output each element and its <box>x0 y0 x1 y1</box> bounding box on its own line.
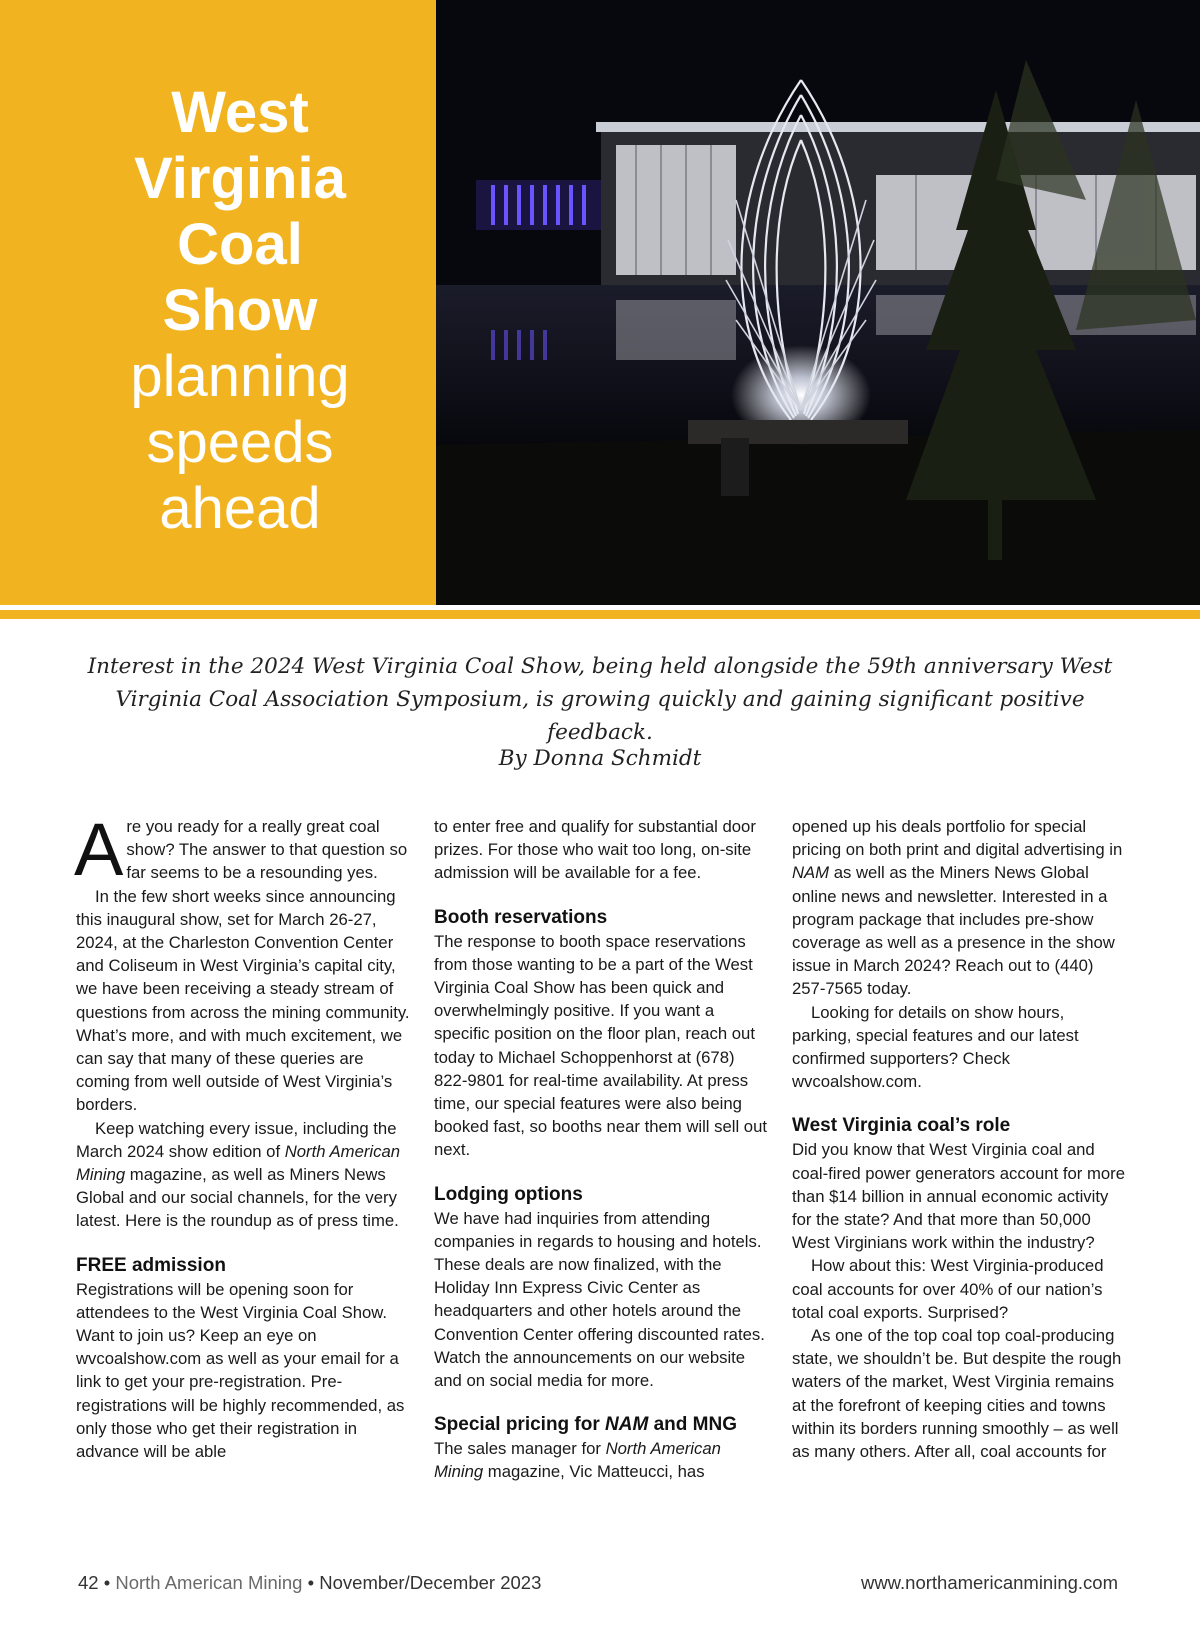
paragraph: How about this: West Virginia-produced coal accounts for over 40% of our nation’s total coal exports. Surprised? <box>792 1256 1104 1322</box>
section-heading-lodging: Lodging options <box>434 1183 583 1205</box>
text-run: NAM <box>792 863 830 883</box>
paragraph: Did you know that West Virginia coal and coal-fired power generators account for more than $14 billion in annual economic activity for the state? And that more than 50,000 West Virginians work within the industry? <box>792 1140 1125 1253</box>
text-run: NAM <box>605 1414 649 1436</box>
section-heading-coal-role: West Virginia coal’s role <box>792 1115 1011 1137</box>
section-heading-special-pricing <box>434 1413 769 1437</box>
paragraph: In the few short weeks since announcing this inaugural show, set for March 26-27, 2024, at the Charleston Convention Center and Coliseum in West Virginia’s capital city, we have been receiving a steady stream of questions from across the mining community. What’s more, and with much excitement, we can say that many of these queries are coming from well outside of West Virginia’s borders. <box>76 886 410 1115</box>
section-heading-booth: Booth reservations <box>434 906 608 928</box>
title-line: Show <box>162 278 318 343</box>
paragraph: We have had inquiries from attending companies in regards to housing and hotels. These deals are now finalized, with the Holiday Inn Express Civic Center as headquarters and other hotels around the Convention Center offering discounted rates. Watch the announcements on our website and on social media for more. <box>434 1208 765 1391</box>
article-column-3 <box>792 815 1127 1463</box>
article-column-1 <box>74 808 411 1463</box>
intro-text: re you ready for a really great coal show? The answer to that question so far seems to be a resounding yes. <box>126 817 408 883</box>
page-number: 42 <box>78 1572 99 1593</box>
title-line: planning <box>130 344 350 409</box>
byline: By Donna Schmidt <box>498 746 702 771</box>
footer-separator: • <box>307 1572 315 1593</box>
page-footer <box>78 1572 541 1594</box>
text-run: as well as the Miners News Global online news and newsletter. Interested in a program package that includes pre-show coverage as well as a presence in the show issue in March 2024? Reach out to (440) 257-7565 today. <box>792 863 1115 999</box>
text-run: Keep watching every issue, including the March 2024 show edition of <box>76 1118 397 1161</box>
issue-date: November/December 2023 <box>319 1572 542 1593</box>
title-panel <box>0 0 436 605</box>
text-run: magazine, as well as Miners News Global and our social channels, for the very latest. Here is the roundup as of press time. <box>76 1165 399 1231</box>
hero-photo <box>436 0 1200 605</box>
night-sculpture-image <box>436 0 1200 605</box>
paragraph <box>792 815 1127 1001</box>
drop-cap: A <box>74 808 124 891</box>
article-column-2 <box>434 815 769 1484</box>
paragraph: Registrations will be opening soon for attendees to the West Virginia Coal Show. Want to join us? Keep an eye on wvcoalshow.com as well as your email for a link to get your pre-registration. Pre-registrations will be highly recommended, as only those who get their registration in advance will be able <box>76 1279 405 1462</box>
gold-divider <box>0 610 1200 619</box>
title-line: speeds <box>146 410 334 475</box>
footer-separator: • <box>103 1572 111 1593</box>
text-run: opened up his deals portfolio for special pricing on both print and digital advertising in <box>792 817 1123 860</box>
paragraph: Looking for details on show hours, parking, special features and our latest confirmed supporters? Check wvcoalshow.com. <box>792 1002 1079 1092</box>
paragraph: The response to booth space reservations from those wanting to be a part of the West Virginia Coal Show has been quick and overwhelmingly positive. If you want a specific position on the floor plan, reach out today to Michael Schoppenhorst at (678) 822-9801 for real-time availability. At press time, our special features were also being booked fast, so booths near them will sell out next. <box>434 931 768 1160</box>
title-line: ahead <box>159 476 321 541</box>
article-title <box>0 80 480 542</box>
title-line: West <box>171 80 309 145</box>
paragraph: As one of the top coal top coal-producing state, we shouldn’t be. But despite the rough waters of the market, West Virginia remains at the forefront of keeping cities and towns within its borders running smoothly – as well as many others. After all, coal accounts for <box>792 1326 1122 1462</box>
paragraph: to enter free and qualify for substantial door prizes. For those who wait too long, on-site admission will be available for a fee. <box>434 817 756 883</box>
magazine-name: North American Mining <box>434 1439 721 1482</box>
text-run: and MNG <box>648 1414 737 1436</box>
magazine-title: North American Mining <box>115 1572 303 1593</box>
title-line: Virginia <box>134 146 346 211</box>
paragraph <box>76 1117 411 1233</box>
text-run: Special pricing for <box>434 1414 606 1436</box>
section-heading-free-admission: FREE admission <box>76 1254 226 1276</box>
text-run: magazine, Vic Matteucci, has <box>483 1462 705 1482</box>
hero-section <box>0 0 1200 605</box>
deck-subtitle: Interest in the 2024 West Virginia Coal Show, being held alongside the 59th anniversary West Virginia Coal Association Symposium, is growing quickly and gaining significant positive feedback. <box>87 654 1113 745</box>
magazine-name: North American Mining <box>76 1141 401 1185</box>
website-link[interactable]: www.northamericanmining.com <box>860 1572 1118 1593</box>
paragraph <box>434 1437 769 1483</box>
paragraph <box>74 808 411 891</box>
title-line: Coal <box>177 212 303 277</box>
text-run: The sales manager for <box>434 1439 606 1459</box>
